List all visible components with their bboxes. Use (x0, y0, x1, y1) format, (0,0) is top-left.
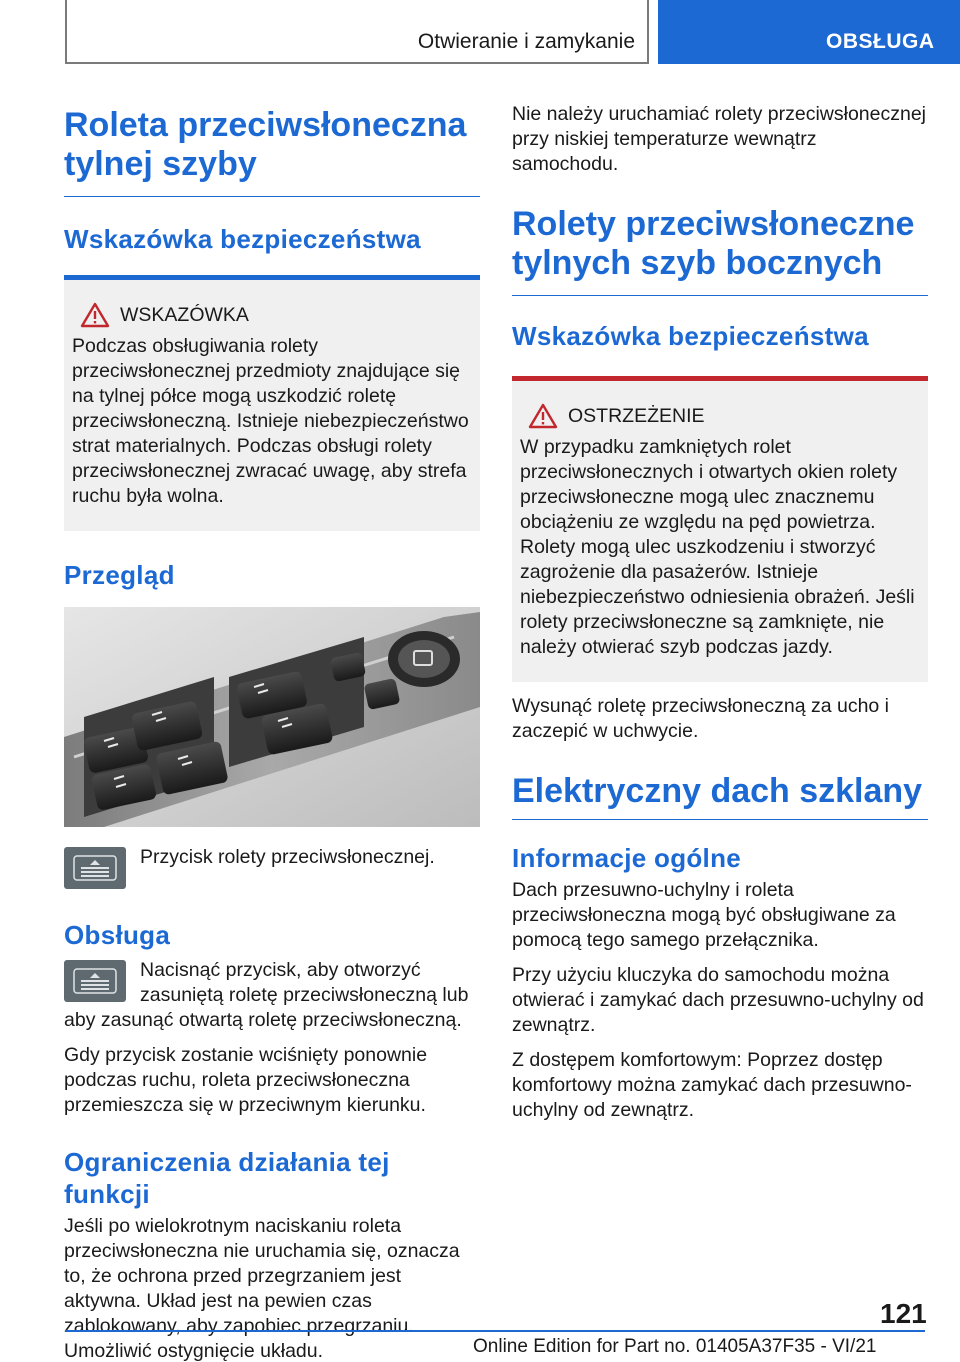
switch-panel-photo (64, 607, 480, 827)
warning-box (512, 376, 928, 682)
limits-text: Jeśli po wielokrotnym naciskaniu roleta przeciwsłoneczna nie uruchamia się, oznacza to, że ochrona przed przegrzaniem jest aktywna. Układ jest na pewien czas zablokowany, aby zapobiec przegrzaniu. Umożliwić ostygnięcie układu. (64, 1215, 460, 1362)
sunblind-button-icon (64, 960, 126, 1002)
operation-block (64, 958, 480, 1033)
section-title: Otwieranie i zamykanie (417, 30, 635, 53)
operation-text-2: Gdy przycisk zostanie wciśnięty ponownie podczas ruchu, roleta przeciwsłoneczna przemieszcza się w przeciwnym kierunku. (64, 1044, 428, 1116)
footer-rule (65, 1330, 925, 1332)
intro-text: Nie należy uruchamiać rolety przeciwsłonecznej przy niskiej temperaturze wewnątrz samochodu. (512, 103, 927, 175)
heading-rule (512, 295, 928, 296)
page-number: 121 (880, 1298, 927, 1329)
sunblind-button-icon (64, 847, 126, 889)
warning-header (520, 403, 920, 429)
general-text-3: Z dostępem komfortowym: Poprzez dostęp komfortowy można zamykać dach przesuwno-uchylny od zewnątrz. (512, 1049, 912, 1121)
heading-overview: Przegląd (64, 560, 175, 590)
heading-side-blinds: Rolety przeciwsłoneczne tylnych szyb bocznych (512, 205, 915, 282)
sunblind-button-caption: Przycisk rolety przeciwsłonecznej. (140, 846, 435, 868)
heading-sunblind: Roleta przeciwsłoneczna tylnej szyby (64, 106, 467, 183)
heading-safety: Wskazówka bezpieczeństwa (64, 224, 421, 254)
side-text: Wysunąć roletę przeciwsłoneczną za ucho i zaczepić w uchwycie. (512, 695, 890, 742)
heading-safety-right: Wskazówka bezpieczeństwa (512, 321, 869, 351)
heading-operation: Obsługa (64, 920, 171, 950)
heading-limits: Ograniczenia działania tej funkcji (64, 1147, 390, 1209)
operation-text-1: Nacisnąć przycisk, aby otworzyć zasuniętą roletę przeciwsłoneczną lub aby zasunąć otwartą roletę przeciwsłoneczną. (64, 959, 469, 1031)
warning-label: OSTRZEŻENIE (568, 404, 705, 427)
note-box (64, 275, 480, 531)
general-text-2: Przy użyciu kluczyka do samochodu można otwierać i zamykać dach przesuwno-uchylny od zewnątrz. (512, 964, 924, 1036)
right-column (512, 100, 928, 1123)
note-text: Podczas obsługiwania rolety przeciwsłonecznej przedmioty znajdujące się na tylnej półce mogą uszkodzić roletę przeciwsłoneczną. Istnieje niebezpieczeństwo strat materialnych. Podczas obsługi rolety przeciwsłonecznej zwracać uwagę, aby strefa ruchu była wolna. (72, 335, 469, 507)
sunblind-button-row (64, 847, 480, 889)
edition-text: Online Edition for Part no. 01405A37F35 - VI/21 (473, 1336, 877, 1357)
chapter-tab[interactable] (658, 0, 960, 64)
warning-triangle-icon (80, 302, 110, 328)
heading-rule (512, 819, 928, 820)
heading-rule (64, 196, 480, 197)
heading-roof: Elektryczny dach szklany (512, 772, 923, 810)
warning-text: W przypadku zamkniętych rolet przeciwsłonecznych i otwartych okien rolety przeciwsłoneczne mogą ulec znacznemu obciążeniu ze względu na pęd powietrza. Rolety mogą ulec uszkodzeniu i stworzyć zagrożenie dla pasażerów. Istnieje niebezpieczeństwo odniesienia obrażeń. Jeśli rolety przeciwsłoneczne są zamknięte, nie należy otwierać szyb podczas jazdy. (520, 436, 915, 658)
chapter-tab-label: OBSŁUGA (826, 30, 935, 53)
header-box (65, 0, 649, 64)
warning-triangle-icon (528, 403, 558, 429)
general-text-1: Dach przesuwno-uchylny i roleta przeciwsłoneczna mogą być obsługiwane za pomocą tego samego przełącznika. (512, 879, 896, 951)
switch-panel-illustration (64, 607, 480, 827)
note-header (72, 302, 472, 328)
left-column (64, 100, 480, 1362)
heading-general: Informacje ogólne (512, 843, 742, 873)
note-label: WSKAZÓWKA (120, 303, 249, 326)
